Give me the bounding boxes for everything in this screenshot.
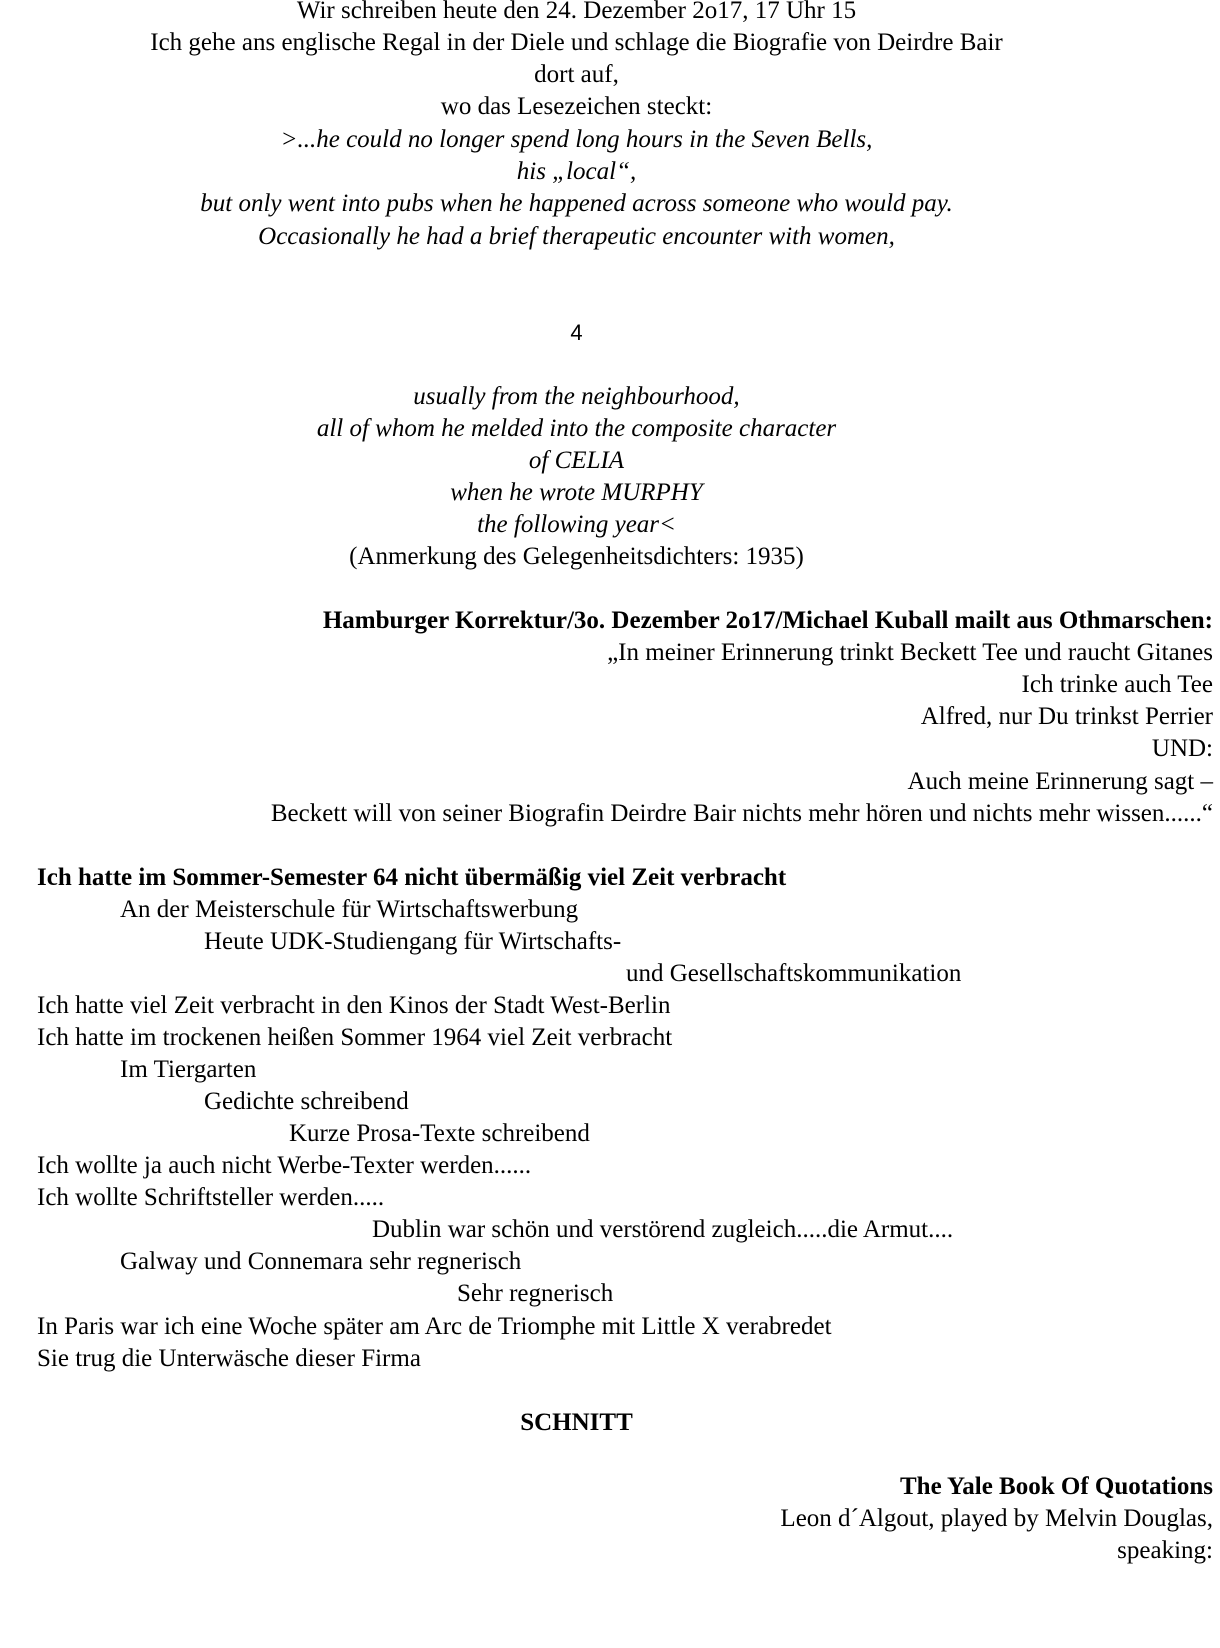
memoir-line: Sie trug die Unterwäsche dieser Firma [37,1345,421,1372]
memoir-line: Kurze Prosa-Texte schreibend [289,1120,590,1147]
yale-line: Leon d´Algout, played by Melvin Douglas, [780,1505,1213,1532]
memoir-line: In Paris war ich eine Woche später am Arc de Triomphe mit Little X verabredet [37,1313,832,1340]
memoir-line: Galway und Connemara sehr regnerisch [120,1248,522,1275]
quote-line: usually from the neighbourhood, [413,383,740,410]
quote-line: >...he could no longer spend long hours in the Seven Bells, [280,126,873,153]
date-line: Wir schreiben heute den 24. Dezember 2o17, 17 Uhr 15 [296,0,857,24]
quote-line: of CELIA [528,447,625,474]
quote-line: but only went into pubs when he happened across someone who would pay. [200,190,953,217]
memoir-line: Heute UDK-Studiengang für Wirtschafts- [204,928,622,955]
page-number: 4 [570,320,583,345]
memoir-line: und Gesellschaftskommunikation [626,960,962,987]
quote-line: his „local“, [516,158,637,185]
memoir-line: Sehr regnerisch [457,1280,614,1307]
text-line: dort auf, [534,61,619,88]
correction-line: UND: [1151,735,1213,762]
correction-line: Alfred, nur Du trinkst Perrier [920,703,1213,730]
memoir-line: An der Meisterschule für Wirtschaftswerbung [120,896,579,923]
correction-heading: Hamburger Korrektur/3o. Dezember 2o17/Michael Kuball mailt aus Othmarschen: [322,607,1213,634]
memoir-line: Dublin war schön und verstörend zugleich.....die Armut.... [372,1216,954,1243]
quote-line: when he wrote MURPHY [450,479,703,506]
memoir-line: Ich hatte viel Zeit verbracht in den Kinos der Stadt West-Berlin [37,992,671,1019]
annotation: (Anmerkung des Gelegenheitsdichters: 1935) [349,543,804,570]
memoir-line: Im Tiergarten [120,1056,257,1083]
memoir-line: Ich wollte Schriftsteller werden..... [37,1184,385,1211]
memoir-line: Ich wollte ja auch nicht Werbe-Texter werden...... [37,1152,532,1179]
correction-line: „In meiner Erinnerung trinkt Beckett Tee und raucht Gitanes [607,639,1213,666]
memoir-line: Gedichte schreibend [204,1088,409,1115]
correction-line: Beckett will von seiner Biografin Deirdre Bair nichts mehr hören und nichts mehr wissen......“ [270,800,1213,827]
quote-line: the following year< [477,511,676,538]
text-line: Ich gehe ans englische Regal in der Diele und schlage die Biografie von Deirdre Bair [150,29,1003,56]
yale-line: speaking: [1117,1537,1213,1564]
correction-line: Ich trinke auch Tee [1021,671,1213,698]
section-heading: SCHNITT [520,1409,633,1436]
quote-line: Occasionally he had a brief therapeutic encounter with women, [258,223,895,250]
correction-line: Auch meine Erinnerung sagt – [907,768,1213,795]
text-line: wo das Lesezeichen steckt: [440,93,713,120]
memoir-line: Ich hatte im trockenen heißen Sommer 1964 viel Zeit verbracht [37,1024,673,1051]
quote-line: all of whom he melded into the composite character [316,415,837,442]
memoir-heading: Ich hatte im Sommer-Semester 64 nicht übermäßig viel Zeit verbracht [37,864,787,891]
yale-title: The Yale Book Of Quotations [899,1473,1213,1500]
